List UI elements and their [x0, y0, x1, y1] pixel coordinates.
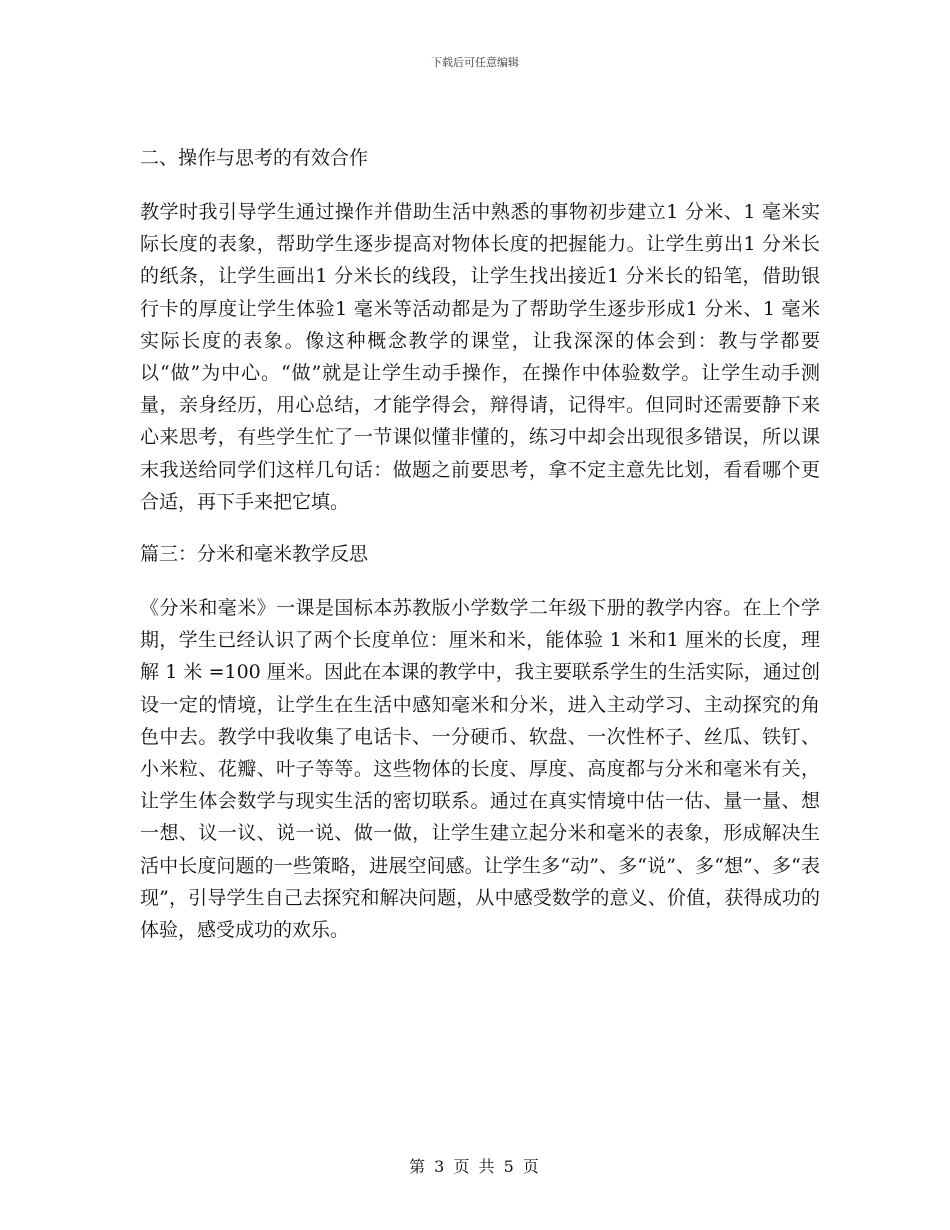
- header-note: 下载后可任意编辑: [431, 56, 519, 69]
- section-heading-reflection: 篇三：分米和毫米教学反思: [140, 543, 369, 566]
- page-number: 第 3 页 共 5 页: [409, 1157, 541, 1176]
- document-body: [140, 142, 820, 946]
- paragraph-operation: 教学时我引导学生通过操作并借助生活中熟悉的事物初步建立1 分米、1 毫米实际长度的表象，帮助学生逐步提高对物体长度的把握能力。让学生剪出1 分米长的纸条，让学生画出1 分米长的线段，让学生找出接近1 分米长的铅笔，借助银行卡的厚度让学生体验1 毫米等活动都是为了帮助学生逐步形成1 分米、1 毫米实际长度的表象。像这种概念教学的课堂，让我深深的体会到：教与学都要以“做”为中心。“做”就是让学生动手操作，在操作中体验数学。让学生动手测量，亲身经历，用心总结，才能学得会，辩得请，记得牢。但同时还需要静下来心来思考，有些学生忙了一节课似懂非懂的，练习中却会出现很多错误，所以课末我送给同学们这样几句话：做题之前要思考，拿不定主意先比划，看看哪个更合适，再下手来把它填。: [140, 201, 820, 513]
- section-heading-operation: 二、操作与思考的有效合作: [140, 147, 369, 169]
- paragraph-reflection: 《分米和毫米》一课是国标本苏教版小学数学二年级下册的教学内容。在上个学期，学生已经认识了两个长度单位：厘米和米，能体验 1 米和1 厘米的长度，理解 1 米 =100 厘米。因此在本课的教学中，我主要联系学生的生活实际，通过创设一定的情境，让学生在生活中感知毫米和分米，进入主动学习、主动探究的角色中去。教学中我收集了电话卡、一分硬币、软盘、一次性杯子、丝瓜、铁钉、小米粒、花瓣、叶子等等。这些物体的长度、厚度、高度都与分米和毫米有关，让学生体会数学与现实生活的密切联系。通过在真实情境中估一估、量一量、想一想、议一议、说一说、做一做，让学生建立起分米和毫米的表象，形成解决生活中长度问题的一些策略，进展空间感。让学生多“动”、多“说”、多“想”、多“表现”，引导学生自己去探究和解决问题，从中感受数学的意义、价值，获得成功的体验，感受成功的欢乐。: [140, 597, 820, 942]
